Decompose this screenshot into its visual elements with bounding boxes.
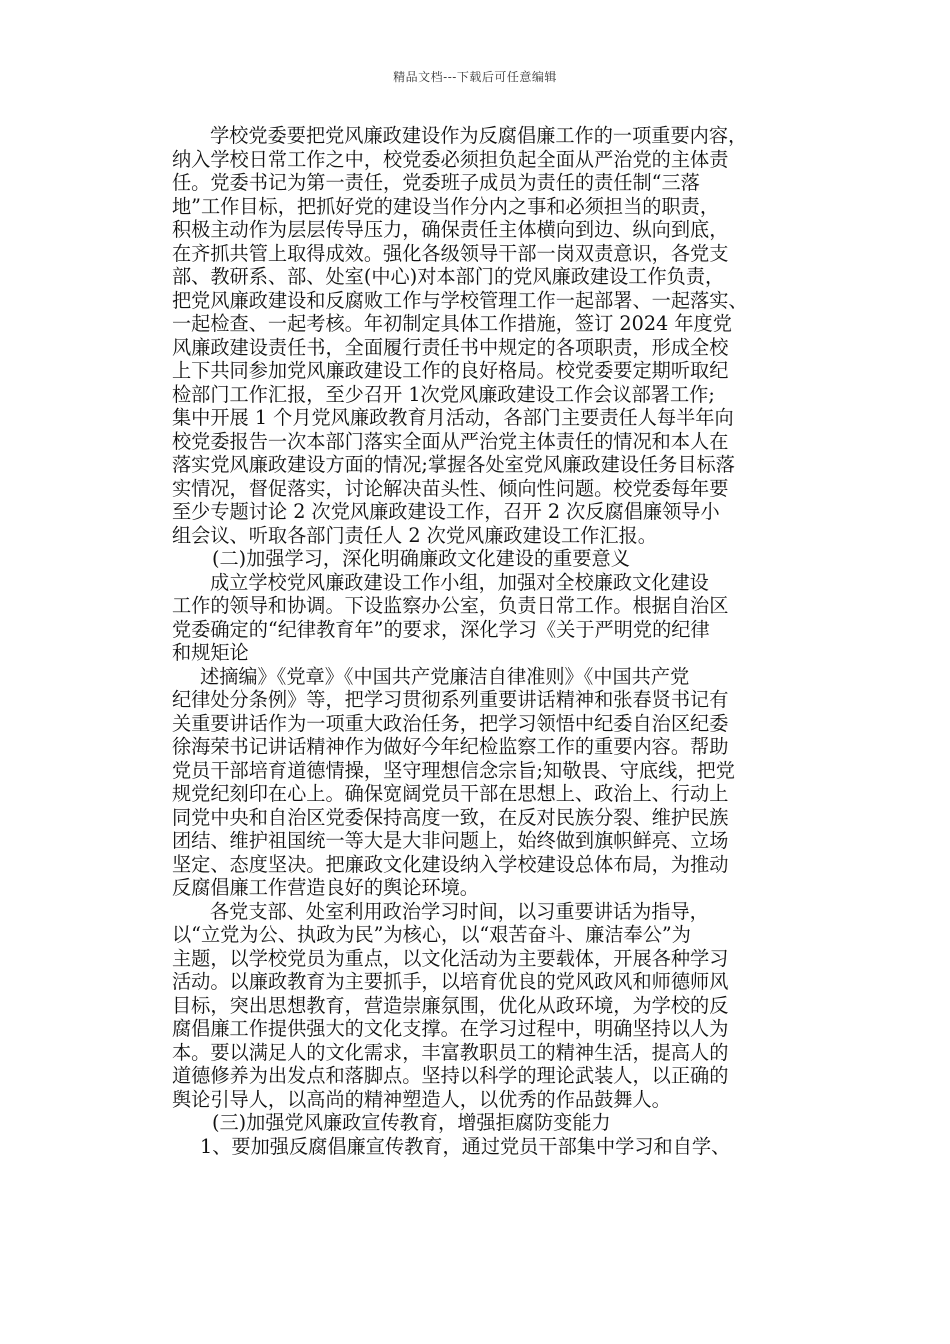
paragraph-line: 目标，突出思想教育，营造崇廉氛围，优化从政环境，为学校的反 bbox=[172, 993, 729, 1017]
paragraph-line: 道德修养为出发点和落脚点。坚持以科学的理论武装人，以正确的 bbox=[172, 1064, 729, 1087]
paragraph-line: 活动。以廉政教育为主要抓手，以培育优良的党风政风和师德师风 bbox=[172, 970, 729, 993]
document-body bbox=[172, 124, 812, 1158]
paragraph-line: 检部门工作汇报，至少召开 1次党风廉政建设工作会议部署工作; bbox=[172, 382, 715, 406]
paragraph-line: 纳入学校日常工作之中，校党委必须担负起全面从严治党的主体责 bbox=[172, 147, 729, 171]
paragraph-line: 徐海荣书记讲话精神作为做好今年纪检监察工作的重要内容。帮助 bbox=[172, 735, 729, 758]
paragraph-line: 主题，以学校党员为重点，以文化活动为主要载体，开展各种学习 bbox=[172, 946, 729, 970]
paragraph-line: 各党支部、处室利用政治学习时间，以习重要讲话为指导， bbox=[210, 899, 709, 923]
section-heading: (二)加强学习，深化明确廉政文化建设的重要意义 bbox=[212, 547, 630, 570]
page-header: 精品文档---下载后可任意编辑 bbox=[393, 70, 557, 84]
paragraph-line: 党委确定的“纪律教育年”的要求，深化学习《关于严明党的纪律 bbox=[172, 617, 710, 641]
paragraph-line: 述摘编》《党章》《中国共产党廉洁自律准则》《中国共产党 bbox=[200, 664, 690, 688]
paragraph-line: 风廉政建设责任书，全面履行责任书中规定的各项职责，形成全校 bbox=[172, 335, 729, 359]
paragraph-line: 上下共同参加党风廉政建设工作的良好格局。校党委要定期听取纪 bbox=[172, 359, 729, 382]
paragraph-line: 以“立党为公、执政为民”为核心，以“艰苦奋斗、廉洁奉公”为 bbox=[172, 923, 691, 946]
paragraph-line: 团结、维护祖国统一等大是大非问题上，始终做到旗帜鲜亮、立场 bbox=[172, 829, 729, 852]
paragraph-line: 本。要以满足人的文化需求，丰富教职员工的精神生活，提高人的 bbox=[172, 1040, 729, 1064]
paragraph-line: 校党委报告一次本部门落实全面从严治党主体责任的情况和本人在 bbox=[172, 429, 729, 453]
paragraph-line: 把党风廉政建设和反腐败工作与学校管理工作一起部署、一起落实、 bbox=[172, 288, 748, 312]
paragraph-line: 实情况，督促落实，讨论解决苗头性、倾向性问题。校党委每年要 bbox=[172, 476, 729, 500]
paragraph-line: 部、教研系、部、处室(中心)对本部门的党风廉政建设工作负责， bbox=[172, 265, 725, 288]
paragraph-line: 和规矩论 bbox=[172, 641, 249, 664]
paragraph-line: 党员干部培育道德情操，坚守理想信念宗旨;知敬畏、守底线，把党 bbox=[172, 758, 735, 782]
paragraph-line: 坚定、态度坚决。把廉政文化建设纳入学校建设总体布局，为推动 bbox=[172, 852, 729, 876]
paragraph-line: 集中开展 1 个月党风廉政教育月活动，各部门主要责任人每半年向 bbox=[172, 406, 734, 429]
paragraph-line: 腐倡廉工作提供强大的文化支撑。在学习过程中，明确坚持以人为 bbox=[172, 1017, 729, 1040]
paragraph-line: 积极主动作为层层传导压力，确保责任主体横向到边、纵向到底， bbox=[172, 218, 729, 241]
paragraph-line: 在齐抓共管上取得成效。强化各级领导干部一岗双责意识，各党支 bbox=[172, 241, 729, 265]
paragraph-line: 学校党委要把党风廉政建设作为反腐倡廉工作的一项重要内容， bbox=[210, 124, 748, 147]
paragraph-line: 1、要加强反腐倡廉宣传教育，通过党员干部集中学习和自学、 bbox=[200, 1134, 731, 1158]
paragraph-line: 舆论引导人，以高尚的精神塑造人，以优秀的作品鼓舞人。 bbox=[172, 1087, 671, 1111]
paragraph-line: 同党中央和自治区党委保持高度一致，在反对民族分裂、维护民族 bbox=[172, 805, 729, 829]
section-heading: (三)加强党风廉政宣传教育，增强拒腐防变能力 bbox=[212, 1111, 611, 1134]
paragraph-line: 地”工作目标，把抓好党的建设当作分内之事和必须担当的职责， bbox=[172, 194, 720, 218]
paragraph-line: 关重要讲话作为一项重大政治任务，把学习领悟中纪委自治区纪委 bbox=[172, 711, 729, 735]
paragraph-line: 组会议、听取各部门责任人 2 次党风廉政建设工作汇报。 bbox=[172, 523, 657, 547]
paragraph-line: 工作的领导和协调。下设监察办公室，负责日常工作。根据自治区 bbox=[172, 594, 729, 617]
paragraph-line: 反腐倡廉工作营造良好的舆论环境。 bbox=[172, 876, 479, 899]
paragraph-line: 至少专题讨论 2 次党风廉政建设工作，召开 2 次反腐倡廉领导小 bbox=[172, 500, 720, 523]
paragraph-line: 任。党委书记为第一责任，党委班子成员为责任的责任制“三落 bbox=[172, 171, 700, 194]
paragraph-line: 一起检查、一起考核。年初制定具体工作措施，签订 2024 年度党 bbox=[172, 312, 732, 335]
paragraph-line: 落实党风廉政建设方面的情况;掌握各处室党风廉政建设任务目标落 bbox=[172, 453, 735, 476]
paragraph-line: 纪律处分条例》等，把学习贯彻系列重要讲话精神和张春贤书记有 bbox=[172, 688, 729, 711]
paragraph-line: 规党纪刻印在心上。确保宽阔党员干部在思想上、政治上、行动上 bbox=[172, 782, 729, 805]
paragraph-line: 成立学校党风廉政建设工作小组，加强对全校廉政文化建设 bbox=[210, 570, 709, 594]
